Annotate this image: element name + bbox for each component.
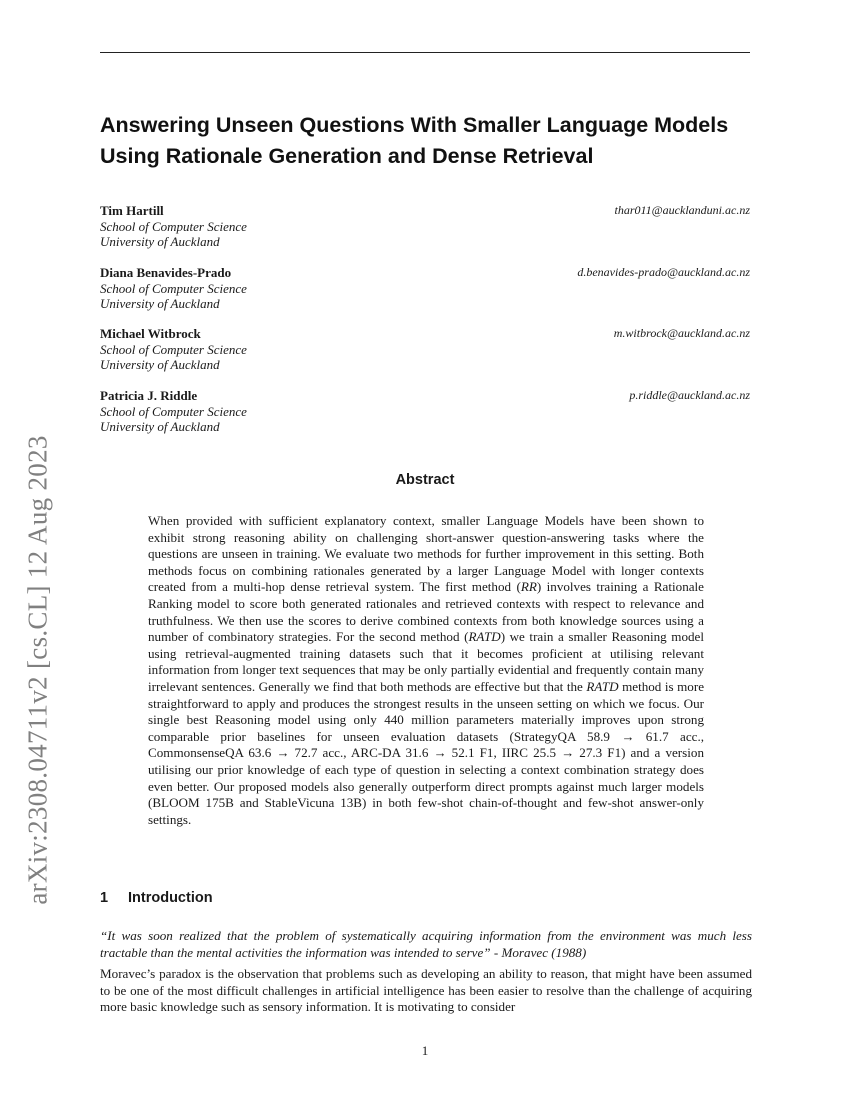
author-block-1 — [100, 203, 750, 250]
author-name: Patricia J. Riddle — [100, 388, 198, 403]
page-number: 1 — [421, 1043, 429, 1058]
abstract-body — [148, 513, 704, 828]
author-univ: University of Auckland — [100, 234, 220, 249]
abstract-text: method is more straightforward to apply and produces the strongest results in the unseen setting on which we focus. Our single best Reasoning model using only 440 million parameters materially improves upon strong comparable prior baselines for unseen evaluation datasets (StrategyQA 58.9 → 61.7 acc., CommonsenseQA 63.6 → 72.7 acc., ARC-DA 31.6 → 52.1 F1, IIRC 25.5 → 27.3 F1) and a version utilising our prior knowledge of each type of question in selecting a context combination strategy does even better. Our proposed models also generally outperform direct prompts against much larger models (BLOOM 175B and StableVicuna 13B) in both few-shot chain-of-thought and few-shot answer-only settings. — [148, 678, 705, 827]
author-email: d.benavides-prado@auckland.ac.nz — [577, 265, 750, 279]
section-title: Introduction — [128, 890, 213, 906]
top-rule — [100, 52, 750, 53]
paper-title: Answering Unseen Questions With Smaller Language Models Using Rationale Generation and Dense Retrieval — [100, 113, 729, 168]
author-block-3 — [100, 326, 750, 373]
author-dept: School of Computer Science — [100, 280, 247, 296]
method-name-ratd: RATD — [468, 629, 501, 645]
author-name: Tim Hartill — [100, 203, 164, 218]
abstract-text: ) involves training a Rationale Ranking model to score both generated rationales and retrieved contexts with respect to relevance and truthfulness. We then use the scores to derive combined contexts from both knowledge sources using a number of combinatory strategies. For the second method ( — [148, 579, 704, 645]
author-block-4 — [100, 388, 750, 435]
author-name: Michael Witbrock — [100, 326, 201, 341]
abstract-text: When provided with sufficient explanatory context, smaller Language Models have been shown to exhibit strong reasoning ability on challenging short-answer question-answering tasks where the questions are unseen in training. We evaluate two methods for further improvement in this setting. Both methods focus on combining rationales generated by a larger Language Model with longer contexts created from a multi-hop dense retrieval system. The first method ( — [148, 513, 704, 595]
intro-paragraph: Moravec’s paradox is the observation that problems such as developing an ability to reason, that might have been assumed to be one of the most difficult challenges in artificial intelligence has been easier to resolve than the challenge of acquiring more basic knowledge such as sensory information. It is motivating to consider — [100, 966, 752, 1015]
author-dept: School of Computer Science — [100, 341, 247, 357]
author-univ: University of Auckland — [100, 357, 220, 372]
author-block-2 — [100, 265, 750, 312]
abstract-heading: Abstract — [395, 472, 455, 488]
author-univ: University of Auckland — [100, 296, 220, 311]
author-name: Diana Benavides-Prado — [100, 265, 232, 280]
arxiv-id: arXiv:2308.04711v2 [cs.CL] 12 Aug 2023 — [22, 435, 53, 905]
author-email: p.riddle@auckland.ac.nz — [629, 388, 750, 402]
author-dept: School of Computer Science — [100, 403, 247, 419]
epigraph-quote: “It was soon realized that the problem of systematically acquiring information from the environment was much less tractable than the mental activities the information was intended to serve” - Moravec (1988) — [100, 928, 752, 960]
method-name-ratd: RATD — [586, 678, 619, 694]
author-email: thar011@aucklanduni.ac.nz — [614, 203, 750, 217]
section-number: 1 — [100, 890, 109, 906]
method-name-rr: RR — [520, 579, 537, 595]
section-heading — [100, 890, 213, 906]
author-dept: School of Computer Science — [100, 218, 247, 234]
author-univ: University of Auckland — [100, 419, 220, 434]
author-email: m.witbrock@auckland.ac.nz — [613, 326, 750, 340]
abstract-text: ) we train a smaller Reasoning model using retrieval-augmented training datasets such that it becomes proficient at utilising relevant information from longer text sequences that may be only partially evidential and frequently contain many irrelevant sentences. Generally we find that both methods are effective but that the — [148, 629, 705, 694]
